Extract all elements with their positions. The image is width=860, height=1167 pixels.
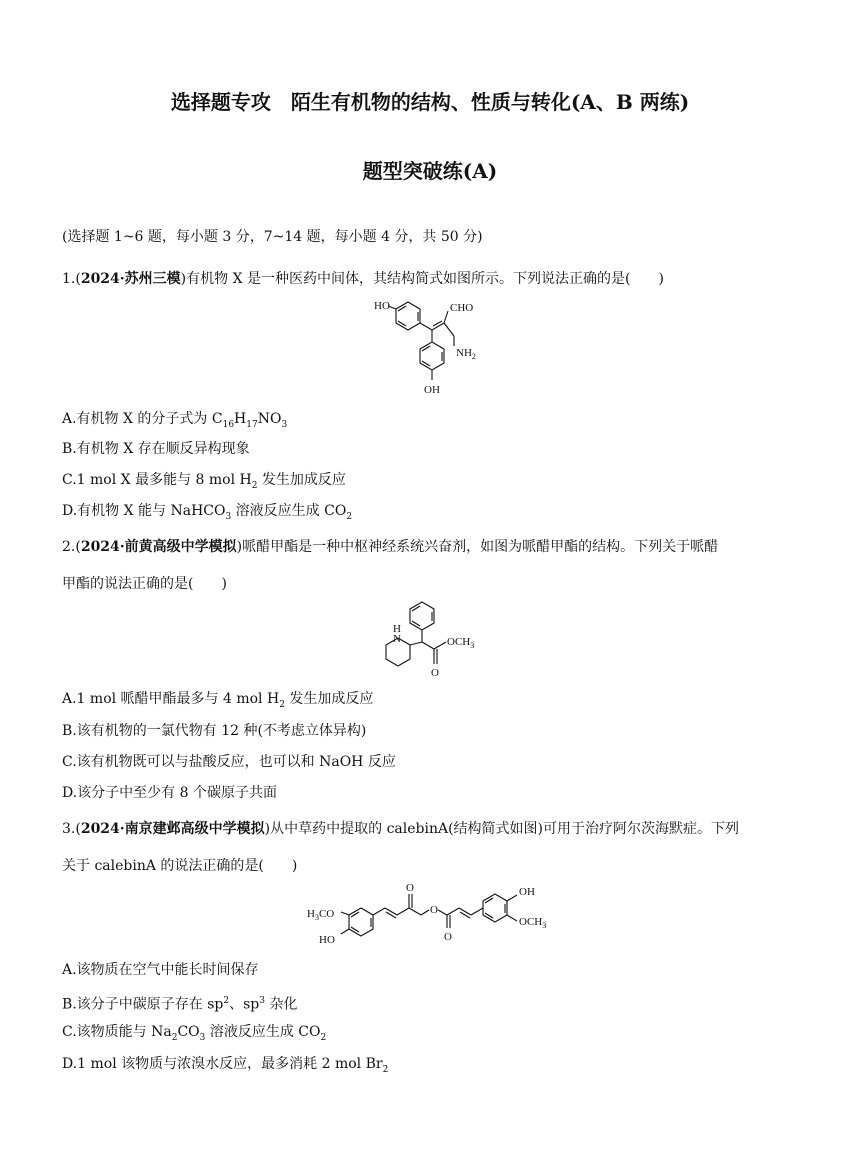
ketone-o-label: O	[406, 882, 414, 894]
question-2-option-c: C.该有机物既可以与盐酸反应，也可以和 NaOH 反应	[62, 754, 396, 770]
nh2-label: $NH_2$	[456, 347, 476, 361]
question-1-option-b: B.有机物 X 存在顺反异构现象	[62, 441, 250, 457]
h3co-label: $H_3CO$	[307, 908, 335, 922]
question-3-stem: 3.(2024·南京建邺高级中学模拟)从中草药中提取的 calebinA(结构简式如图)可用于治疗阿尔茨海默症。下列	[62, 821, 740, 837]
och3-label: $OCH_3$	[447, 636, 475, 650]
question-3-option-a: A.该物质在空气中能长时间保存	[62, 962, 259, 978]
question-2-option-d: D.该分子中至少有 8 个碳原子共面	[62, 785, 277, 801]
question-1-option-a: A.有机物 X 的分子式为 $C_{16}H_{17}NO_3$	[62, 411, 288, 430]
question-source: 2024·苏州三模	[80, 271, 181, 287]
structure-x-image	[370, 296, 510, 406]
och3-label: $OCH_3$	[519, 916, 547, 930]
question-source: 2024·前黄高级中学模拟	[80, 539, 237, 555]
question-1-option-c: C.1 mol X 最多能与 8 mol $H_2$ 发生加成反应	[62, 472, 346, 491]
question-source: 2024·南京建邺高级中学模拟	[80, 821, 265, 837]
h-label: H	[393, 623, 401, 635]
carbonyl-o-label: O	[431, 667, 439, 679]
question-1-option-d: D.有机物 X 能与 NaHCO$_3$ 溶液反应生成 $CO_2$	[62, 503, 353, 522]
question-1-stem	[62, 270, 664, 288]
ho-label: HO	[374, 300, 390, 312]
question-3-option-d: D.1 mol 该物质与浓溴水反应，最多消耗 2 mol $Br_2$	[62, 1056, 389, 1075]
ester-o-label: O	[430, 904, 438, 916]
question-2-option-b: B.该有机物的一氯代物有 12 种(不考虑立体异构)	[62, 723, 367, 739]
page-title: 选择题专攻 陌生有机物的结构、性质与转化(A、B 两练)	[170, 90, 690, 114]
oh-label: OH	[424, 384, 440, 396]
structure-methylphenidate-image	[380, 598, 490, 684]
question-2-stem: 2.(2024·前黄高级中学模拟)哌醋甲酯是一种中枢神经系统兴奋剂，如图为哌醋甲酯的结构。下列关于哌醋	[62, 539, 719, 555]
ho-label: HO	[319, 934, 335, 946]
question-3-option-c: C.该物质能与 $Na_2CO_3$ 溶液反应生成 $CO_2$	[62, 1024, 327, 1043]
score-note: (选择题 1~6 题，每小题 3 分，7~14 题，每小题 4 分，共 50 分)	[62, 229, 483, 245]
cho-label: CHO	[450, 302, 474, 314]
oh-label: OH	[519, 886, 535, 898]
question-3-option-b: B.该分子中碳原子存在 $sp^2$、$sp^3$ 杂化	[62, 996, 298, 1013]
carbonyl-o-label: O	[444, 931, 452, 943]
page-subtitle: 题型突破练(A)	[362, 159, 498, 183]
question-number: 1.(	[62, 271, 81, 287]
question-text: )有机物 X 是一种医药中间体，其结构简式如图所示。下列说法正确的是( )	[180, 271, 664, 287]
structure-calebina-image	[305, 880, 565, 950]
question-2-stem-cont: 甲酯的说法正确的是( )	[62, 576, 227, 592]
n-label: N	[393, 633, 401, 645]
question-2-option-a: A.1 mol 哌醋甲酯最多与 4 mol $H_2$ 发生加成反应	[62, 691, 374, 710]
question-3-stem-cont: 关于 calebinA 的说法正确的是( )	[62, 858, 298, 874]
